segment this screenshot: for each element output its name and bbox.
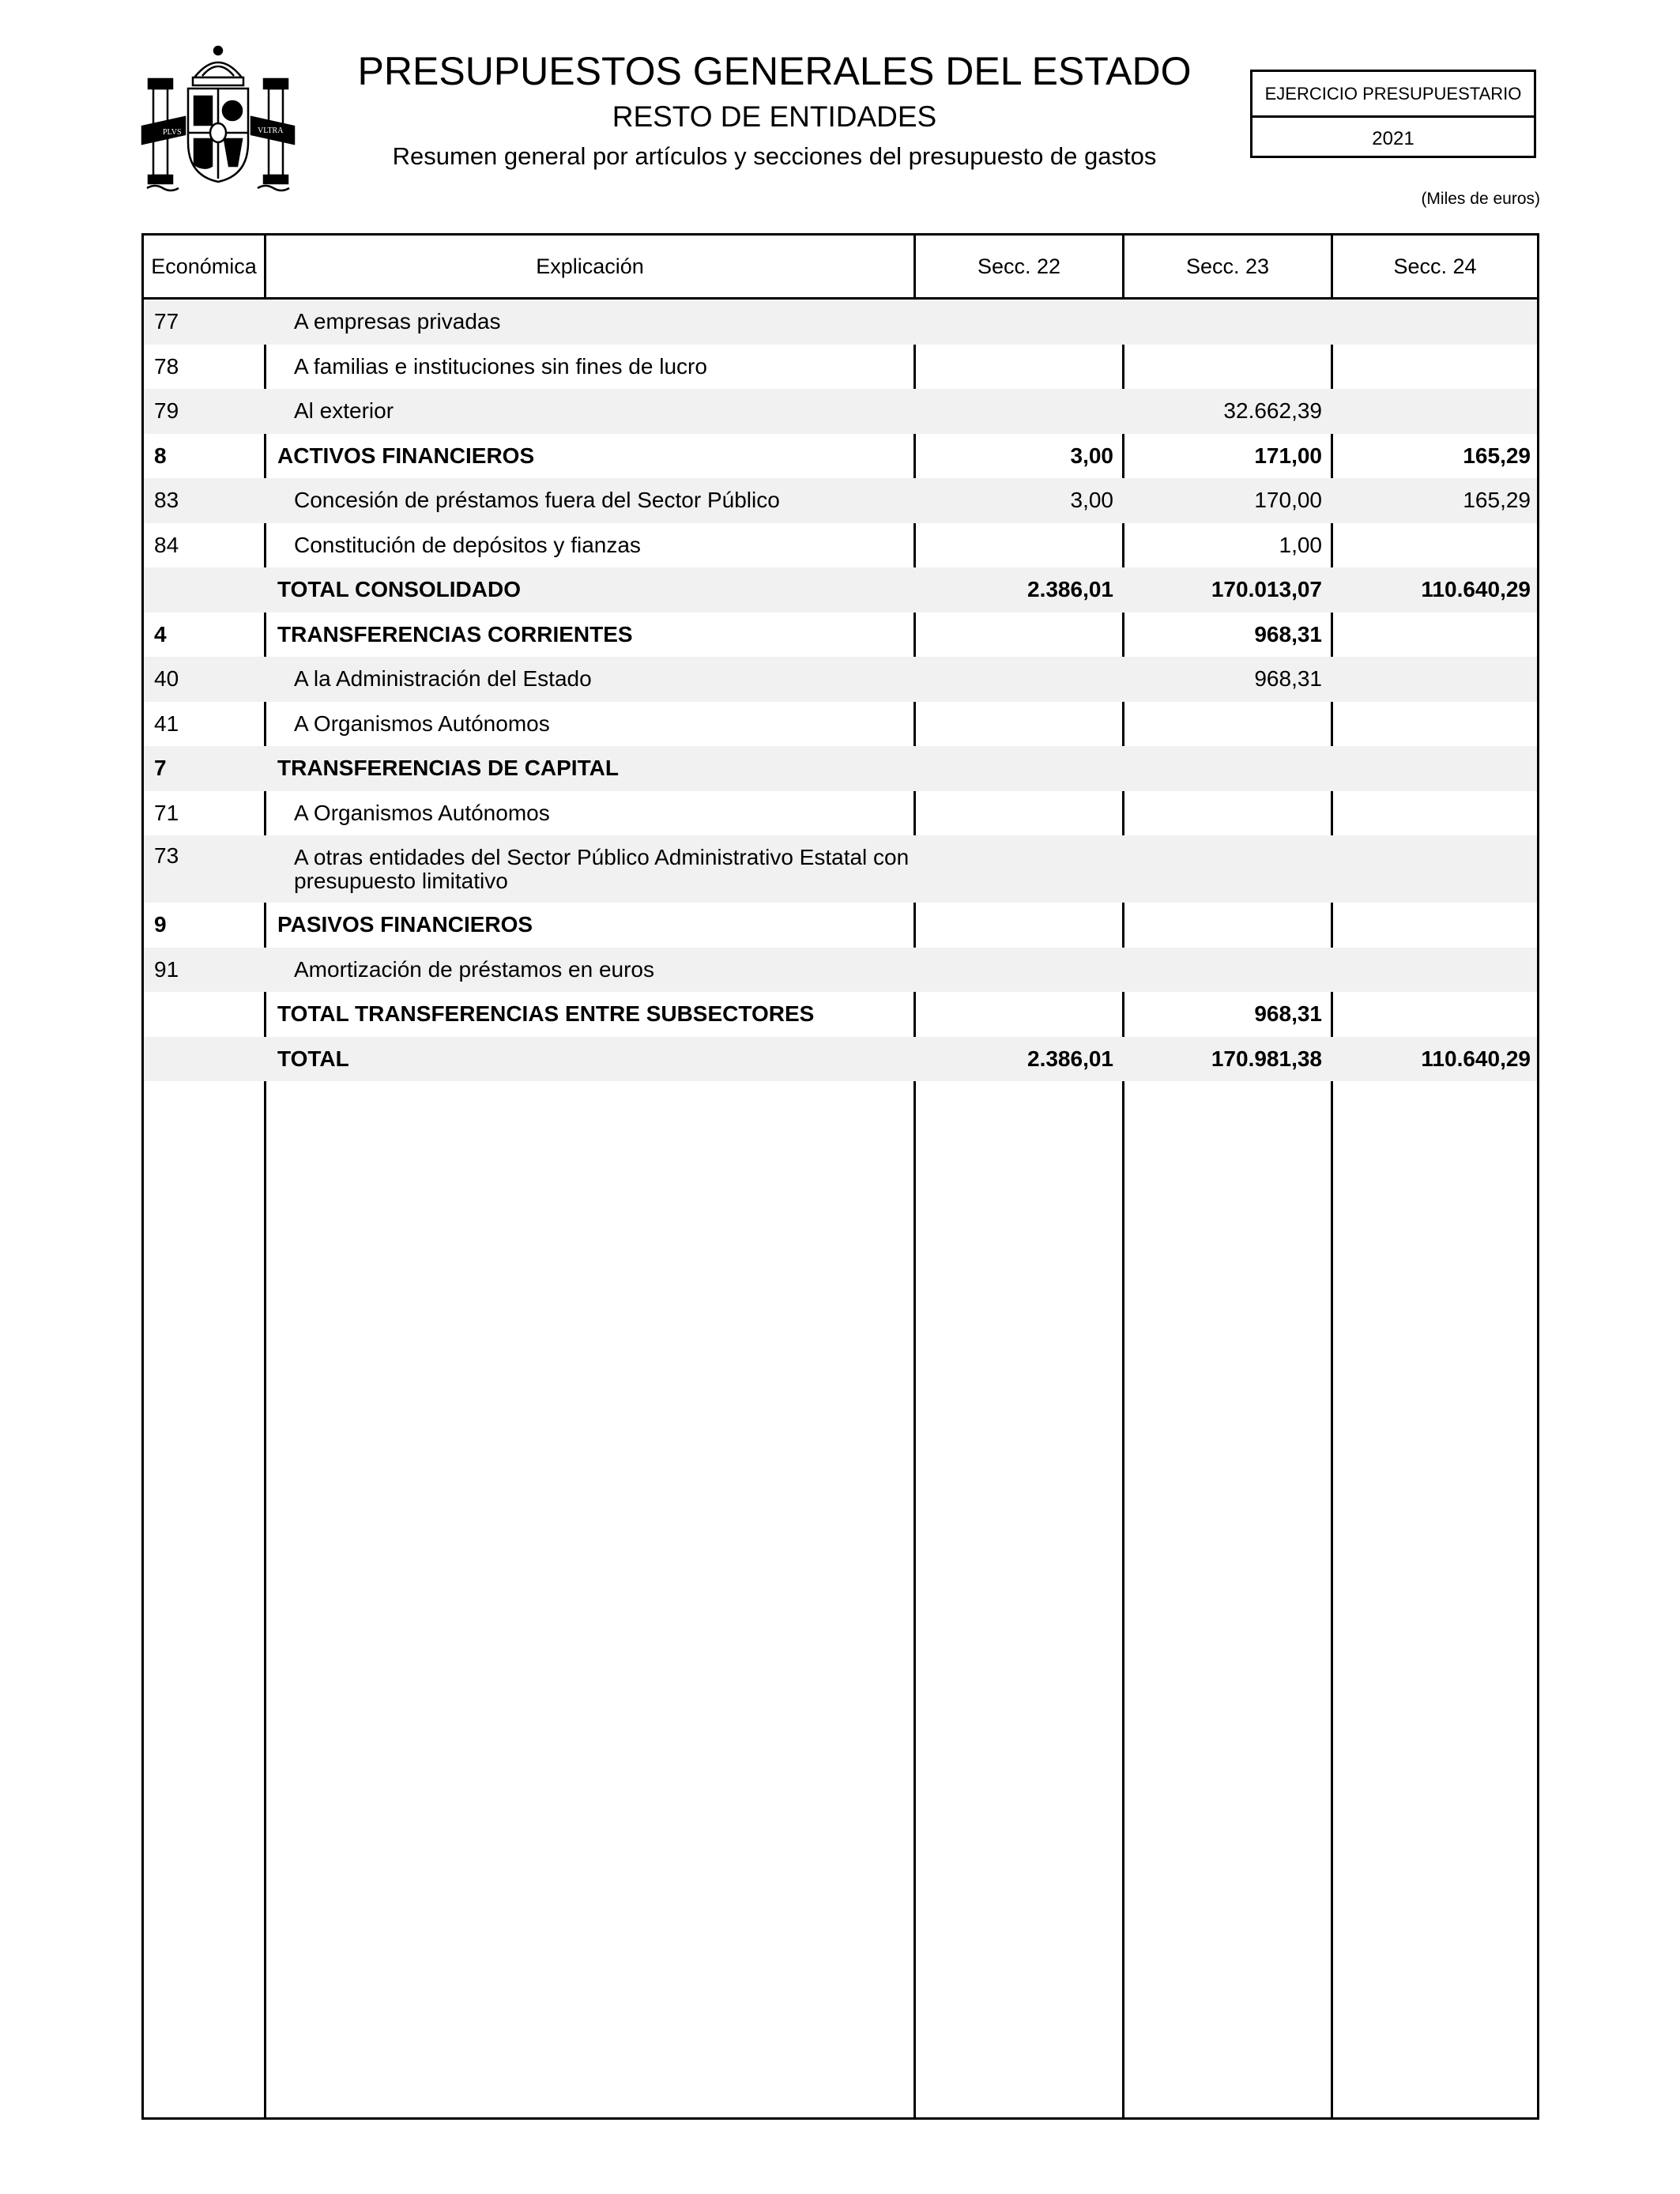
row-code xyxy=(154,567,265,613)
row-explanation: A otras entidades del Sector Público Administrativo Estatal con presupuesto limitativo xyxy=(294,844,910,893)
row-secc-24: 110.640,29 xyxy=(1421,1046,1531,1071)
ejercicio-label: EJERCICIO PRESUPUESTARIO xyxy=(1252,72,1534,118)
table-row xyxy=(144,567,1537,613)
row-secc-24 xyxy=(1333,992,1531,1037)
row-secc-24: 165,29 xyxy=(1463,443,1531,468)
table-row xyxy=(144,523,1537,568)
row-code: 71 xyxy=(154,800,179,825)
row-explanation: A la Administración del Estado xyxy=(294,666,592,692)
page-subtitle: RESTO DE ENTIDADES xyxy=(612,100,937,133)
row-secc-24: 165,29 xyxy=(1463,488,1531,513)
table-row xyxy=(144,613,1537,658)
table-row xyxy=(144,345,1537,390)
row-code: 4 xyxy=(154,621,167,647)
row-code xyxy=(154,992,265,1037)
row-explanation: TOTAL TRANSFERENCIAS ENTRE SUBSECTORES xyxy=(277,1001,815,1027)
row-explanation: TOTAL CONSOLIDADO xyxy=(277,577,521,602)
row-secc-22 xyxy=(916,657,1113,702)
table-row xyxy=(144,835,1537,903)
row-explanation: Amortización de préstamos en euros xyxy=(294,956,654,982)
units-label: (Miles de euros) xyxy=(1421,190,1540,208)
row-secc-23: 171,00 xyxy=(1254,443,1322,468)
row-secc-23: 968,31 xyxy=(1254,621,1322,647)
row-secc-22 xyxy=(916,992,1113,1037)
row-secc-22 xyxy=(916,835,1113,903)
row-secc-23: 1,00 xyxy=(1279,532,1322,557)
row-explanation: TOTAL xyxy=(277,1046,349,1071)
coat-of-arms-logo xyxy=(139,40,297,194)
header-secc-23: Secc. 23 xyxy=(1185,254,1270,278)
budget-table xyxy=(141,233,1539,2120)
row-code: 40 xyxy=(154,666,179,692)
table-row xyxy=(144,746,1537,791)
row-secc-22 xyxy=(916,903,1113,948)
row-secc-22 xyxy=(916,523,1113,568)
table-row xyxy=(144,992,1537,1037)
row-secc-23: 32.662,39 xyxy=(1223,398,1322,424)
row-code: 41 xyxy=(154,711,179,736)
row-explanation: Concesión de préstamos fuera del Sector Público xyxy=(294,488,780,513)
table-row xyxy=(144,657,1537,702)
table-header xyxy=(144,236,1537,300)
row-code: 78 xyxy=(154,353,179,379)
row-secc-23: 170.981,38 xyxy=(1211,1046,1322,1071)
row-secc-24 xyxy=(1333,523,1531,568)
page-title: PRESUPUESTOS GENERALES DEL ESTADO xyxy=(357,49,1192,93)
row-explanation: A familias e instituciones sin fines de lucro xyxy=(294,353,707,379)
table-row xyxy=(144,1037,1537,1082)
svg-text:VLTRA: VLTRA xyxy=(258,126,284,135)
row-secc-24 xyxy=(1333,389,1531,434)
row-secc-24 xyxy=(1333,948,1531,993)
row-code: 77 xyxy=(154,309,179,334)
row-secc-24 xyxy=(1333,300,1531,345)
row-explanation: PASIVOS FINANCIEROS xyxy=(277,912,533,937)
table-row xyxy=(144,389,1537,434)
page-description: Resumen general por artículos y secciones del presupuesto de gastos xyxy=(392,142,1157,170)
row-code: 84 xyxy=(154,532,179,557)
row-secc-22 xyxy=(916,613,1113,658)
row-code: 73 xyxy=(154,843,179,868)
table-row xyxy=(144,948,1537,993)
table-row xyxy=(144,478,1537,523)
table-row xyxy=(144,791,1537,836)
row-code: 83 xyxy=(154,488,179,513)
header-explicacion: Explicación xyxy=(536,254,644,278)
ejercicio-year: 2021 xyxy=(1372,128,1414,149)
ejercicio-box xyxy=(1250,70,1536,158)
row-explanation: TRANSFERENCIAS CORRIENTES xyxy=(277,621,633,647)
table-row xyxy=(144,702,1537,747)
table-body xyxy=(144,300,1537,1081)
row-secc-22 xyxy=(916,746,1113,791)
header-economica: Económica xyxy=(151,254,257,278)
row-code: 91 xyxy=(154,956,179,982)
row-secc-22: 3,00 xyxy=(1070,443,1113,468)
row-secc-24 xyxy=(1333,345,1531,390)
row-secc-22 xyxy=(916,345,1113,390)
row-explanation: A Organismos Autónomos xyxy=(294,711,550,736)
row-secc-24 xyxy=(1333,746,1531,791)
row-secc-24 xyxy=(1333,835,1531,903)
row-explanation: Al exterior xyxy=(294,398,394,424)
row-secc-22: 2.386,01 xyxy=(1027,577,1113,602)
row-secc-23 xyxy=(1124,948,1322,993)
row-secc-23 xyxy=(1124,746,1322,791)
row-secc-23 xyxy=(1124,835,1322,903)
svg-text:PLVS: PLVS xyxy=(163,128,182,137)
row-secc-22: 3,00 xyxy=(1070,488,1113,513)
row-code: 8 xyxy=(154,443,167,468)
row-secc-23 xyxy=(1124,345,1322,390)
row-secc-23: 968,31 xyxy=(1254,666,1322,692)
table-row xyxy=(144,903,1537,948)
row-secc-24 xyxy=(1333,903,1531,948)
row-secc-23: 170,00 xyxy=(1254,488,1322,513)
row-secc-23: 968,31 xyxy=(1254,1001,1322,1027)
row-code: 79 xyxy=(154,398,179,424)
row-secc-22 xyxy=(916,948,1113,993)
row-secc-24 xyxy=(1333,702,1531,747)
row-secc-24 xyxy=(1333,613,1531,658)
row-explanation: Constitución de depósitos y fianzas xyxy=(294,532,641,557)
row-code: 9 xyxy=(154,912,167,937)
row-secc-24: 110.640,29 xyxy=(1421,577,1531,602)
row-secc-24 xyxy=(1333,791,1531,836)
row-secc-24 xyxy=(1333,657,1531,702)
row-code: 7 xyxy=(154,756,167,781)
row-secc-22 xyxy=(916,300,1113,345)
row-secc-23 xyxy=(1124,791,1322,836)
row-explanation: ACTIVOS FINANCIEROS xyxy=(277,443,535,468)
row-secc-23 xyxy=(1124,300,1322,345)
row-secc-23 xyxy=(1124,702,1322,747)
table-row xyxy=(144,434,1537,479)
row-secc-22: 2.386,01 xyxy=(1027,1046,1113,1071)
row-secc-22 xyxy=(916,702,1113,747)
row-secc-23: 170.013,07 xyxy=(1211,577,1322,602)
row-code xyxy=(154,1037,265,1082)
row-secc-23 xyxy=(1124,903,1322,948)
row-explanation: TRANSFERENCIAS DE CAPITAL xyxy=(277,756,619,781)
header-secc-22: Secc. 22 xyxy=(977,254,1061,278)
row-explanation: A empresas privadas xyxy=(294,309,501,334)
header-secc-24: Secc. 24 xyxy=(1393,254,1477,278)
row-secc-22 xyxy=(916,389,1113,434)
row-secc-22 xyxy=(916,791,1113,836)
table-row xyxy=(144,300,1537,345)
row-explanation: A Organismos Autónomos xyxy=(294,800,550,825)
